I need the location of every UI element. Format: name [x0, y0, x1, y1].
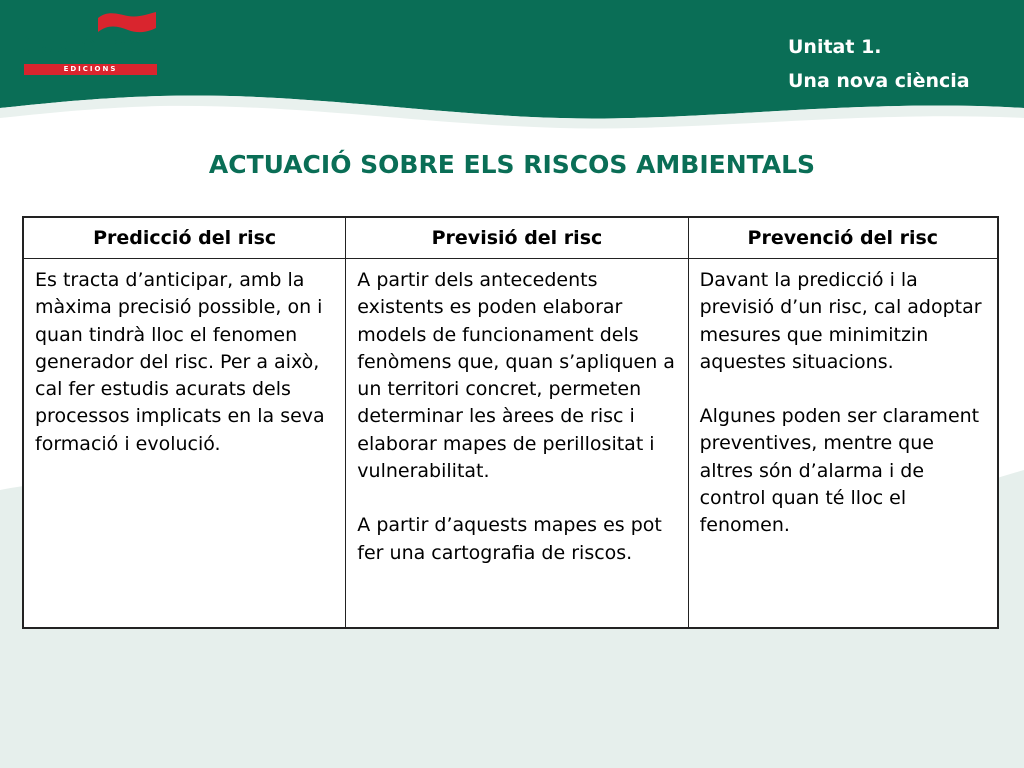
logo-brand: Castellnou: [22, 30, 160, 61]
table-row: [23, 259, 998, 629]
risk-actions-table: [22, 216, 999, 629]
header-prevention: Prevenció del risc: [688, 217, 998, 259]
cell-prevention: [688, 259, 998, 629]
cell-prediction: [23, 259, 346, 629]
cell-paragraph: A partir d’aquests mapes es pot fer una cartografia de riscos.: [357, 514, 662, 564]
cell-paragraph: Davant la predicció i la previsió d’un risc, cal adoptar mesures que minimitzin aquestes situacions.: [699, 269, 982, 373]
unit-subtitle: Una nova ciència: [788, 70, 970, 92]
cell-forecast: [346, 259, 688, 629]
cell-paragraph: Algunes poden ser clarament preventives, mentre que altres són d’alarma i de control quan té lloc el fenomen.: [699, 405, 980, 537]
logo-subtitle: EDICIONS: [24, 64, 157, 75]
unit-number: Unitat 1.: [788, 36, 882, 58]
table-header-row: [23, 217, 998, 259]
publisher-logo: [22, 10, 162, 80]
unit-heading: [788, 30, 970, 98]
header-prediction: Predicció del risc: [23, 217, 346, 259]
slide-title: ACTUACIÓ SOBRE ELS RISCOS AMBIENTALS: [208, 150, 816, 179]
header-forecast: Previsió del risc: [346, 217, 688, 259]
cell-paragraph: Es tracta d’anticipar, amb la màxima precisió possible, on i quan tindrà lloc el fenomen generador del risc. Per a això, cal fer estudis acurats dels processos implicats en la seva formació i evolució.: [35, 269, 325, 455]
cell-paragraph: A partir dels antecedents existents es poden elaborar models de funcionament dels fenòmens que, quan s’apliquen a un territori concret, permeten determinar les àrees de risc i elaborar mapes de perillositat i vulnerabilitat.: [357, 269, 675, 483]
